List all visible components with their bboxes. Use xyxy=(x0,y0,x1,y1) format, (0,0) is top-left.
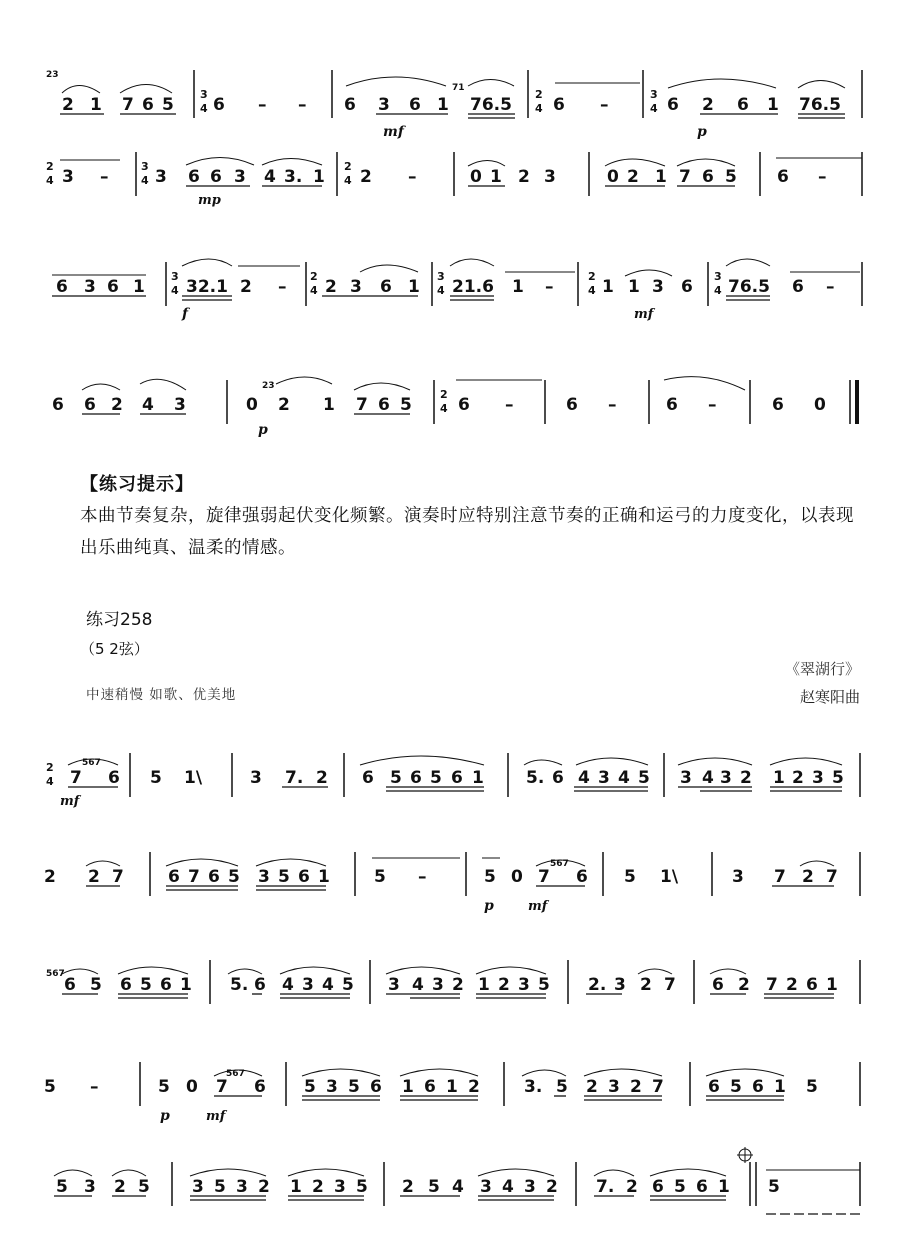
svg-text:1: 1 xyxy=(602,277,614,297)
svg-text:7: 7 xyxy=(538,867,550,887)
score-line-1-svg xyxy=(0,28,900,140)
svg-text:3: 3 xyxy=(437,270,445,283)
svg-text:6: 6 xyxy=(84,395,96,415)
svg-text:2: 2 xyxy=(111,395,123,415)
svg-text:3: 3 xyxy=(192,1177,204,1197)
svg-text:6: 6 xyxy=(370,1077,382,1097)
svg-text:4: 4 xyxy=(171,284,179,297)
svg-text:2: 2 xyxy=(452,975,464,995)
time-sig: 3 xyxy=(650,88,658,101)
score-line-4-svg xyxy=(0,350,900,445)
svg-text:7: 7 xyxy=(766,975,778,995)
svg-text:2: 2 xyxy=(792,768,804,788)
svg-text:6: 6 xyxy=(378,395,390,415)
svg-text:0: 0 xyxy=(186,1077,198,1097)
svg-text:3: 3 xyxy=(608,1077,620,1097)
svg-text:7: 7 xyxy=(216,1077,228,1097)
svg-text:3: 3 xyxy=(812,768,824,788)
svg-text:3: 3 xyxy=(155,167,167,187)
svg-text:6: 6 xyxy=(108,768,120,788)
svg-text:1: 1 xyxy=(774,1077,786,1097)
note: 6 xyxy=(409,95,421,115)
svg-text:5: 5 xyxy=(56,1177,68,1197)
svg-text:0: 0 xyxy=(246,395,258,415)
svg-text:2: 2 xyxy=(738,975,750,995)
svg-text:0: 0 xyxy=(607,167,619,187)
svg-text:2: 2 xyxy=(546,1177,558,1197)
svg-text:1\: 1\ xyxy=(660,867,679,887)
svg-text:7: 7 xyxy=(679,167,691,187)
note: 2 xyxy=(702,95,714,115)
svg-text:4: 4 xyxy=(702,768,714,788)
svg-text:5: 5 xyxy=(730,1077,742,1097)
svg-text:5: 5 xyxy=(304,1077,316,1097)
svg-text:–: – xyxy=(505,395,514,415)
svg-text:4: 4 xyxy=(437,284,445,297)
svg-text:2: 2 xyxy=(46,160,54,173)
svg-text:6: 6 xyxy=(752,1077,764,1097)
svg-text:4: 4 xyxy=(142,395,154,415)
svg-text:6: 6 xyxy=(188,167,200,187)
svg-text:0: 0 xyxy=(470,167,482,187)
svg-text:5: 5 xyxy=(44,1077,56,1097)
svg-text:6: 6 xyxy=(702,167,714,187)
score-line-8-svg xyxy=(0,1040,900,1130)
svg-text:4: 4 xyxy=(588,284,596,297)
svg-text:6: 6 xyxy=(708,1077,720,1097)
svg-text:6: 6 xyxy=(806,975,818,995)
svg-text:21.6: 21.6 xyxy=(452,277,494,297)
svg-text:3: 3 xyxy=(141,160,149,173)
svg-text:3: 3 xyxy=(350,277,362,297)
svg-text:32.1: 32.1 xyxy=(186,277,228,297)
svg-text:4: 4 xyxy=(452,1177,464,1197)
svg-text:76.5: 76.5 xyxy=(728,277,770,297)
svg-text:5: 5 xyxy=(278,867,290,887)
svg-text:6: 6 xyxy=(160,975,172,995)
svg-text:4: 4 xyxy=(310,284,318,297)
svg-text:1: 1 xyxy=(402,1077,414,1097)
svg-text:3: 3 xyxy=(720,768,732,788)
svg-text:2: 2 xyxy=(498,975,510,995)
tips-body: 本曲节奏复杂，旋律强弱起伏变化频繁。演奏时应特别注意节奏的正确和运弓的力度变化，以表现出乐曲纯真、温柔的情感。 xyxy=(80,506,854,558)
note: 7 xyxy=(122,95,134,115)
score-line-8 xyxy=(0,1040,900,1130)
svg-text:2: 2 xyxy=(310,270,318,283)
svg-text:5: 5 xyxy=(430,768,442,788)
svg-text:mf: mf xyxy=(206,1109,226,1124)
svg-text:567: 567 xyxy=(226,1069,245,1079)
svg-text:5: 5 xyxy=(768,1177,780,1197)
svg-text:5: 5 xyxy=(158,1077,170,1097)
svg-text:6: 6 xyxy=(576,867,588,887)
time-sig: 3 xyxy=(200,88,208,101)
svg-text:–: – xyxy=(708,395,717,415)
svg-text:567: 567 xyxy=(82,758,101,768)
score-line-5-svg xyxy=(0,725,900,815)
svg-text:5: 5 xyxy=(138,1177,150,1197)
svg-text:6: 6 xyxy=(410,768,422,788)
svg-text:6: 6 xyxy=(254,1077,266,1097)
svg-text:3.: 3. xyxy=(284,167,303,187)
svg-text:4: 4 xyxy=(46,174,54,187)
svg-text:6: 6 xyxy=(120,975,132,995)
svg-text:2: 2 xyxy=(627,167,639,187)
svg-text:2: 2 xyxy=(44,867,56,887)
note: 6 xyxy=(737,95,749,115)
svg-text:3: 3 xyxy=(544,167,556,187)
svg-text:5: 5 xyxy=(806,1077,818,1097)
svg-text:5: 5 xyxy=(374,867,386,887)
time-sig: 4 xyxy=(535,102,543,115)
svg-text:mf: mf xyxy=(634,307,654,322)
svg-text:6: 6 xyxy=(168,867,180,887)
svg-text:1: 1 xyxy=(133,277,145,297)
note: 1 xyxy=(767,95,779,115)
svg-text:1: 1 xyxy=(446,1077,458,1097)
svg-text:2: 2 xyxy=(114,1177,126,1197)
grace-note: 71 xyxy=(452,83,465,93)
svg-text:2: 2 xyxy=(468,1077,480,1097)
svg-text:3: 3 xyxy=(174,395,186,415)
svg-text:–: – xyxy=(278,277,287,297)
svg-text:2: 2 xyxy=(258,1177,270,1197)
svg-text:6: 6 xyxy=(696,1177,708,1197)
svg-text:1: 1 xyxy=(408,277,420,297)
svg-text:6: 6 xyxy=(56,277,68,297)
svg-text:1: 1 xyxy=(318,867,330,887)
note: 1 xyxy=(90,95,102,115)
svg-text:2: 2 xyxy=(325,277,337,297)
svg-text:5: 5 xyxy=(538,975,550,995)
svg-text:7: 7 xyxy=(70,768,82,788)
svg-text:3: 3 xyxy=(334,1177,346,1197)
svg-text:–: – xyxy=(818,167,827,187)
svg-text:4: 4 xyxy=(141,174,149,187)
svg-text:3: 3 xyxy=(171,270,179,283)
note: – xyxy=(258,95,267,115)
svg-text:5.: 5. xyxy=(526,768,545,788)
svg-text:7: 7 xyxy=(652,1077,664,1097)
svg-text:6: 6 xyxy=(772,395,784,415)
svg-text:7: 7 xyxy=(826,867,838,887)
svg-text:2: 2 xyxy=(88,867,100,887)
score-line-7-svg xyxy=(0,940,900,1025)
svg-text:6: 6 xyxy=(362,768,374,788)
exercise-composer: 赵寒阳曲 xyxy=(799,688,860,706)
svg-text:2: 2 xyxy=(626,1177,638,1197)
svg-text:6: 6 xyxy=(681,277,693,297)
svg-text:–: – xyxy=(90,1077,99,1097)
svg-text:6: 6 xyxy=(458,395,470,415)
svg-text:6: 6 xyxy=(52,395,64,415)
svg-text:2: 2 xyxy=(312,1177,324,1197)
svg-text:2: 2 xyxy=(518,167,530,187)
svg-text:6: 6 xyxy=(552,768,564,788)
note: – xyxy=(298,95,307,115)
svg-text:1\: 1\ xyxy=(184,768,203,788)
svg-text:6: 6 xyxy=(424,1077,436,1097)
svg-text:2: 2 xyxy=(586,1077,598,1097)
score-line-5 xyxy=(0,725,900,815)
note: 6 xyxy=(344,95,356,115)
svg-text:2: 2 xyxy=(802,867,814,887)
svg-text:1: 1 xyxy=(313,167,325,187)
svg-text:4: 4 xyxy=(714,284,722,297)
svg-text:–: – xyxy=(826,277,835,297)
note: 6 xyxy=(142,95,154,115)
svg-text:3: 3 xyxy=(236,1177,248,1197)
score-line-9 xyxy=(0,1140,900,1230)
svg-text:3: 3 xyxy=(84,277,96,297)
svg-text:4: 4 xyxy=(322,975,334,995)
tips-title: 【练习提示】 xyxy=(80,474,194,495)
exercise-source: 《翠湖行》 xyxy=(784,660,860,678)
svg-text:3: 3 xyxy=(84,1177,96,1197)
time-sig: 4 xyxy=(200,102,208,115)
dynamic-mark: mf xyxy=(383,124,404,140)
note: 5 xyxy=(162,95,174,115)
score-line-6-svg xyxy=(0,830,900,920)
svg-text:5: 5 xyxy=(725,167,737,187)
dynamic-mark: p xyxy=(697,124,707,140)
svg-text:6: 6 xyxy=(380,277,392,297)
svg-text:5.: 5. xyxy=(230,975,249,995)
svg-text:2: 2 xyxy=(402,1177,414,1197)
score-line-7 xyxy=(0,940,900,1025)
svg-text:1: 1 xyxy=(478,975,490,995)
svg-text:7: 7 xyxy=(356,395,368,415)
svg-text:1: 1 xyxy=(628,277,640,297)
svg-text:4: 4 xyxy=(344,174,352,187)
svg-text:3: 3 xyxy=(250,768,262,788)
svg-text:2: 2 xyxy=(440,388,448,401)
svg-text:6: 6 xyxy=(792,277,804,297)
svg-text:6: 6 xyxy=(652,1177,664,1197)
svg-text:6: 6 xyxy=(210,167,222,187)
exercise-tempo: 中速稍慢 如歌、优美地 xyxy=(86,687,237,703)
svg-text:3: 3 xyxy=(680,768,692,788)
svg-text:3: 3 xyxy=(598,768,610,788)
svg-text:6: 6 xyxy=(208,867,220,887)
svg-text:4: 4 xyxy=(440,402,448,415)
note: 6 xyxy=(667,95,679,115)
svg-text:6: 6 xyxy=(64,975,76,995)
svg-text:3: 3 xyxy=(234,167,246,187)
svg-text:6: 6 xyxy=(712,975,724,995)
time-sig: 2 xyxy=(535,88,543,101)
svg-text:1: 1 xyxy=(180,975,192,995)
svg-text:1: 1 xyxy=(490,167,502,187)
svg-text:5: 5 xyxy=(342,975,354,995)
underlines xyxy=(60,114,845,118)
svg-text:7: 7 xyxy=(664,975,676,995)
note: 76.5 xyxy=(470,95,512,115)
svg-text:5: 5 xyxy=(832,768,844,788)
svg-text:4: 4 xyxy=(502,1177,514,1197)
svg-text:1: 1 xyxy=(655,167,667,187)
svg-text:4: 4 xyxy=(282,975,294,995)
svg-text:5: 5 xyxy=(484,867,496,887)
svg-text:5: 5 xyxy=(638,768,650,788)
svg-text:2: 2 xyxy=(46,761,54,774)
score-line-2 xyxy=(0,130,900,210)
svg-text:1: 1 xyxy=(718,1177,730,1197)
svg-text:2: 2 xyxy=(630,1077,642,1097)
svg-text:7: 7 xyxy=(188,867,200,887)
svg-text:2: 2 xyxy=(360,167,372,187)
svg-text:mf: mf xyxy=(528,899,548,914)
svg-text:3: 3 xyxy=(388,975,400,995)
note: 2 xyxy=(62,95,74,115)
note: 3 xyxy=(378,95,390,115)
time-sig: 4 xyxy=(650,102,658,115)
score-line-4 xyxy=(0,350,900,445)
svg-text:1: 1 xyxy=(290,1177,302,1197)
svg-text:5: 5 xyxy=(140,975,152,995)
svg-text:6: 6 xyxy=(254,975,266,995)
svg-text:3.: 3. xyxy=(524,1077,543,1097)
svg-text:p: p xyxy=(258,422,268,438)
svg-text:0: 0 xyxy=(511,867,523,887)
svg-text:7: 7 xyxy=(112,867,124,887)
svg-text:7.: 7. xyxy=(596,1177,615,1197)
svg-text:2.: 2. xyxy=(588,975,607,995)
exercise-tuning: （5 2弦） xyxy=(80,640,149,658)
svg-text:3: 3 xyxy=(432,975,444,995)
svg-text:2: 2 xyxy=(316,768,328,788)
svg-text:2: 2 xyxy=(344,160,352,173)
svg-text:f: f xyxy=(182,306,189,322)
svg-text:3: 3 xyxy=(326,1077,338,1097)
svg-text:6: 6 xyxy=(666,395,678,415)
svg-text:1: 1 xyxy=(512,277,524,297)
svg-text:–: – xyxy=(545,277,554,297)
svg-text:2: 2 xyxy=(278,395,290,415)
svg-text:mf: mf xyxy=(60,794,80,809)
svg-text:5: 5 xyxy=(428,1177,440,1197)
svg-text:4: 4 xyxy=(578,768,590,788)
svg-text:567: 567 xyxy=(550,859,569,869)
svg-text:–: – xyxy=(100,167,109,187)
note: 76.5 xyxy=(799,95,841,115)
svg-text:5: 5 xyxy=(390,768,402,788)
svg-text:4: 4 xyxy=(618,768,630,788)
svg-text:–: – xyxy=(408,167,417,187)
svg-text:3: 3 xyxy=(518,975,530,995)
svg-text:4: 4 xyxy=(46,775,54,788)
svg-text:6: 6 xyxy=(777,167,789,187)
svg-text:4: 4 xyxy=(412,975,424,995)
svg-text:–: – xyxy=(418,867,427,887)
score-line-2-svg xyxy=(0,130,900,210)
svg-text:2: 2 xyxy=(640,975,652,995)
svg-text:3: 3 xyxy=(302,975,314,995)
grace-note: 23 xyxy=(46,70,59,80)
svg-text:2: 2 xyxy=(740,768,752,788)
svg-text:5: 5 xyxy=(228,867,240,887)
note: – xyxy=(600,95,609,115)
svg-text:0: 0 xyxy=(814,395,826,415)
svg-text:1: 1 xyxy=(826,975,838,995)
svg-text:5: 5 xyxy=(674,1177,686,1197)
svg-text:5: 5 xyxy=(90,975,102,995)
note: 6 xyxy=(553,95,565,115)
svg-text:5: 5 xyxy=(400,395,412,415)
svg-text:3: 3 xyxy=(714,270,722,283)
score-line-3-svg xyxy=(0,230,900,325)
svg-text:3: 3 xyxy=(614,975,626,995)
svg-text:mp: mp xyxy=(198,193,221,208)
svg-text:7.: 7. xyxy=(285,768,304,788)
note: 1 xyxy=(437,95,449,115)
score-line-1 xyxy=(0,28,900,140)
svg-text:5: 5 xyxy=(356,1177,368,1197)
svg-text:4: 4 xyxy=(264,167,276,187)
svg-text:567: 567 xyxy=(46,969,65,979)
svg-text:p: p xyxy=(160,1108,170,1124)
svg-text:5: 5 xyxy=(624,867,636,887)
score-line-3 xyxy=(0,230,900,325)
svg-text:6: 6 xyxy=(298,867,310,887)
svg-text:3: 3 xyxy=(62,167,74,187)
score-line-9-svg xyxy=(0,1140,900,1230)
exercise-title: 练习258 xyxy=(86,610,153,630)
svg-text:3: 3 xyxy=(480,1177,492,1197)
svg-text:7: 7 xyxy=(774,867,786,887)
svg-text:1: 1 xyxy=(323,395,335,415)
score-line-6 xyxy=(0,830,900,920)
svg-text:3: 3 xyxy=(524,1177,536,1197)
svg-text:–: – xyxy=(608,395,617,415)
svg-text:1: 1 xyxy=(773,768,785,788)
svg-text:5: 5 xyxy=(556,1077,568,1097)
svg-text:5: 5 xyxy=(150,768,162,788)
svg-text:6: 6 xyxy=(107,277,119,297)
svg-text:2: 2 xyxy=(240,277,252,297)
note: 6 xyxy=(213,95,225,115)
svg-text:6: 6 xyxy=(451,768,463,788)
svg-text:3: 3 xyxy=(732,867,744,887)
svg-text:1: 1 xyxy=(472,768,484,788)
svg-text:2: 2 xyxy=(588,270,596,283)
svg-text:p: p xyxy=(484,898,494,914)
svg-text:2: 2 xyxy=(786,975,798,995)
svg-text:3: 3 xyxy=(652,277,664,297)
svg-text:6: 6 xyxy=(566,395,578,415)
svg-text:23: 23 xyxy=(262,381,275,391)
svg-text:3: 3 xyxy=(258,867,270,887)
svg-text:5: 5 xyxy=(348,1077,360,1097)
svg-text:5: 5 xyxy=(214,1177,226,1197)
